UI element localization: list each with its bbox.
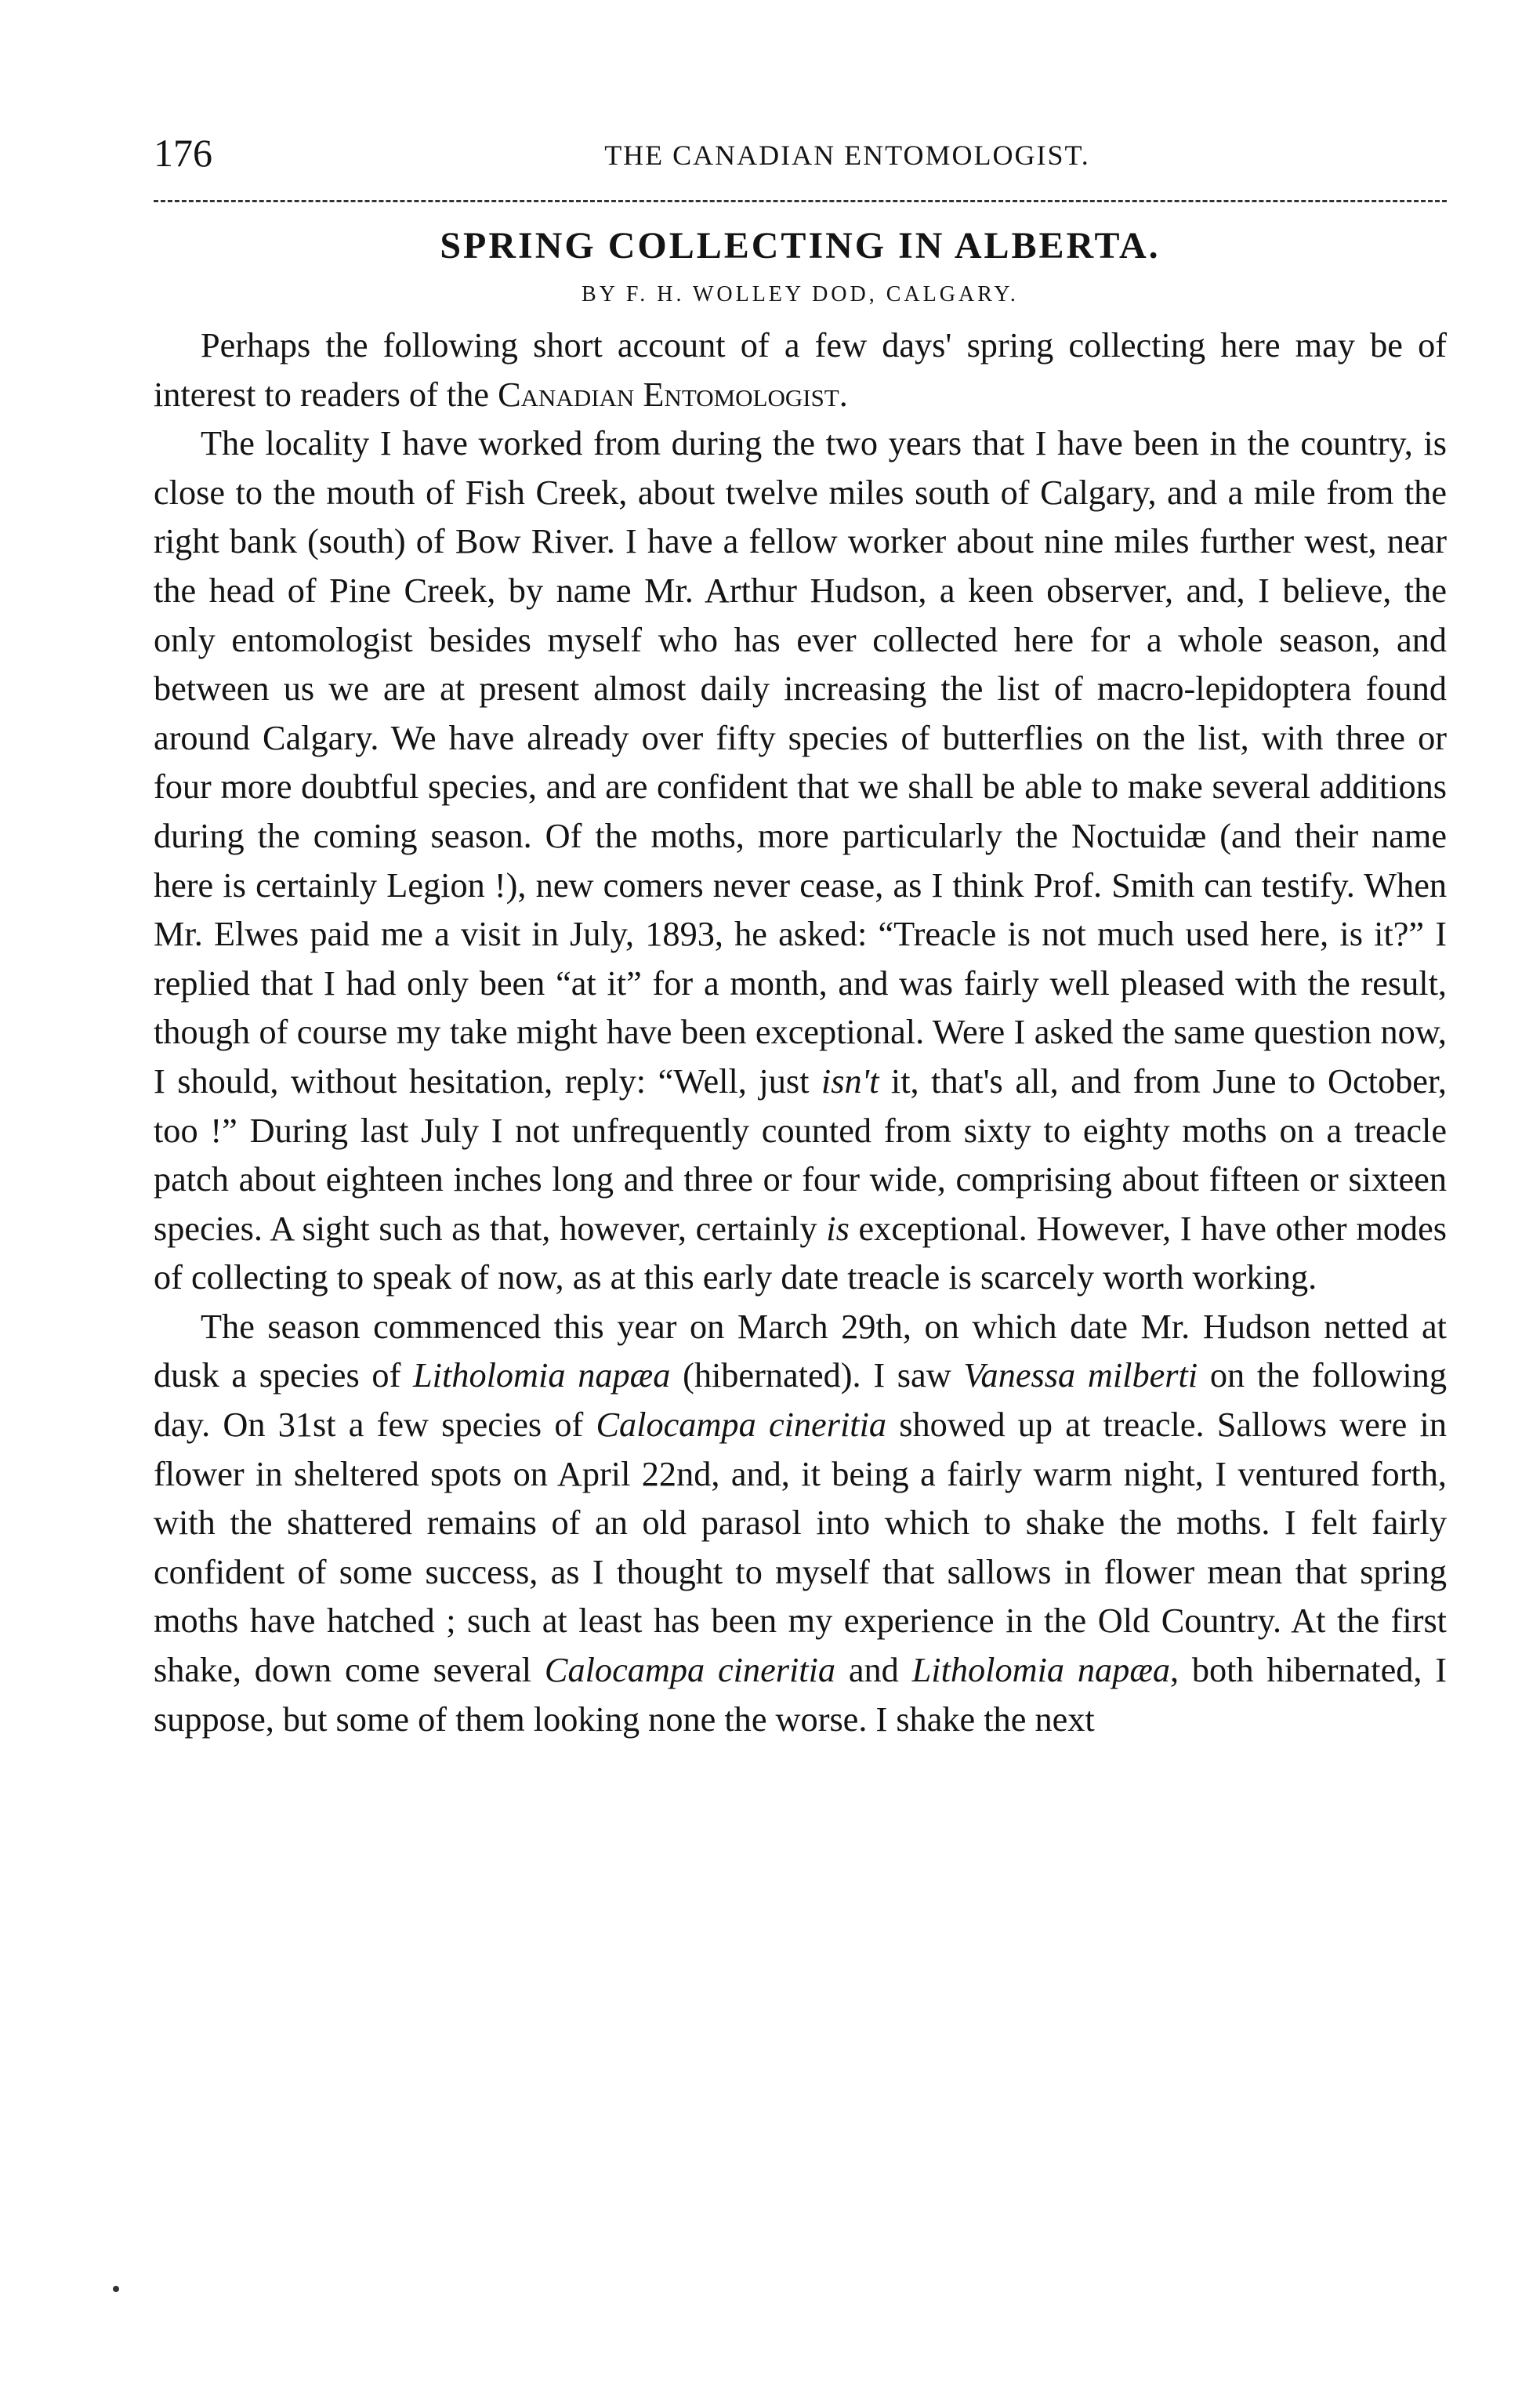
page	[154, 129, 1447, 1744]
species-name: Litholomia napæa	[413, 1356, 671, 1395]
paragraph-1: Perhaps the following short account of a few days' spring collecting here may be of interest to readers of the Canadian Entomologist.	[154, 326, 1447, 414]
page-mark-dot	[113, 2286, 119, 2292]
paragraph-2: The locality I have worked from during the two years that I have been in the country, is close to the mouth of Fish Creek, about twelve miles south of Calgary, and a mile from the right bank (south) of Bow River. I have a fellow worker about nine miles further west, near the head of Pine Creek, by name Mr. Arthur Hudson, a keen observer, and, I believe, the only entomologist besides myself who has ever collected here for a whole season, and between us we are at present almost daily increasing the list of macro-lepidoptera found around Calgary. We have already over fifty species of butterflies on the list, with three or four more doubtful species, and are confident that we shall be able to make several additions during the coming season. Of the moths, more particularly the Noctuidæ (and their name here is certainly Legion !), new comers never cease, as I think Prof. Smith can testify. When Mr. Elwes paid me a visit in July, 1893, he asked: “Treacle is not much used here, is it?” I replied that I had only been “at it” for a month, and was fairly well pleased with the result, though of course my take might have been exceptional. Were I asked the same question now, I should, without hesitation, reply: “Well, just isn't it, that's all, and from June to October, too !” During last July I not unfrequently counted from sixty to eighty moths on a treacle patch about eighteen inches long and three or four wide, comprising about fifteen or sixteen species. A sight such as that, however, certainly is exceptional. However, I have other modes of collecting to speak of now, as at this early date treacle is scarcely worth working.	[154, 424, 1447, 1297]
species-name: Calocampa cineritia	[544, 1651, 836, 1690]
page-number: 176	[154, 131, 212, 175]
journal-title: THE CANADIAN ENTOMOLOGIST.	[604, 140, 1090, 171]
paragraph-3: The season commenced this year on March 29th, on which date Mr. Hudson netted at dusk a species of Litholomia napæa (hibernated). I saw Vanessa milberti on the following day. On 31st a few species of Calocampa cineritia showed up at treacle. Sallows were in flower in sheltered spots on April 22nd, and, it being a fairly warm night, I ventured forth, with the shattered remains of an old parasol into which to shake the moths. I felt fairly confident of some success, as I thought to myself that sallows in flower mean that spring moths have hatched ; such at least has been my experience in the Old Country. At the first shake, down come several Calocampa cineritia and Litholomia napæa, both hibernated, I suppose, but some of them looking none the worse. I shake the next	[154, 1307, 1448, 1739]
species-name: Calocampa cineritia	[596, 1405, 887, 1445]
article-byline: BY F. H. WOLLEY DOD, CALGARY.	[582, 282, 1019, 306]
species-name: Litholomia napæa	[911, 1651, 1171, 1690]
journal-name: Canadian Entomologist	[498, 375, 839, 414]
emphasis: is	[826, 1209, 850, 1248]
running-head	[154, 129, 1447, 192]
species-name: Vanessa milberti	[963, 1356, 1198, 1395]
header-rule	[154, 200, 1447, 202]
article-title: SPRING COLLECTING IN ALBERTA.	[440, 225, 1161, 267]
article-body	[154, 321, 1447, 1744]
emphasis: isn't	[821, 1061, 879, 1101]
